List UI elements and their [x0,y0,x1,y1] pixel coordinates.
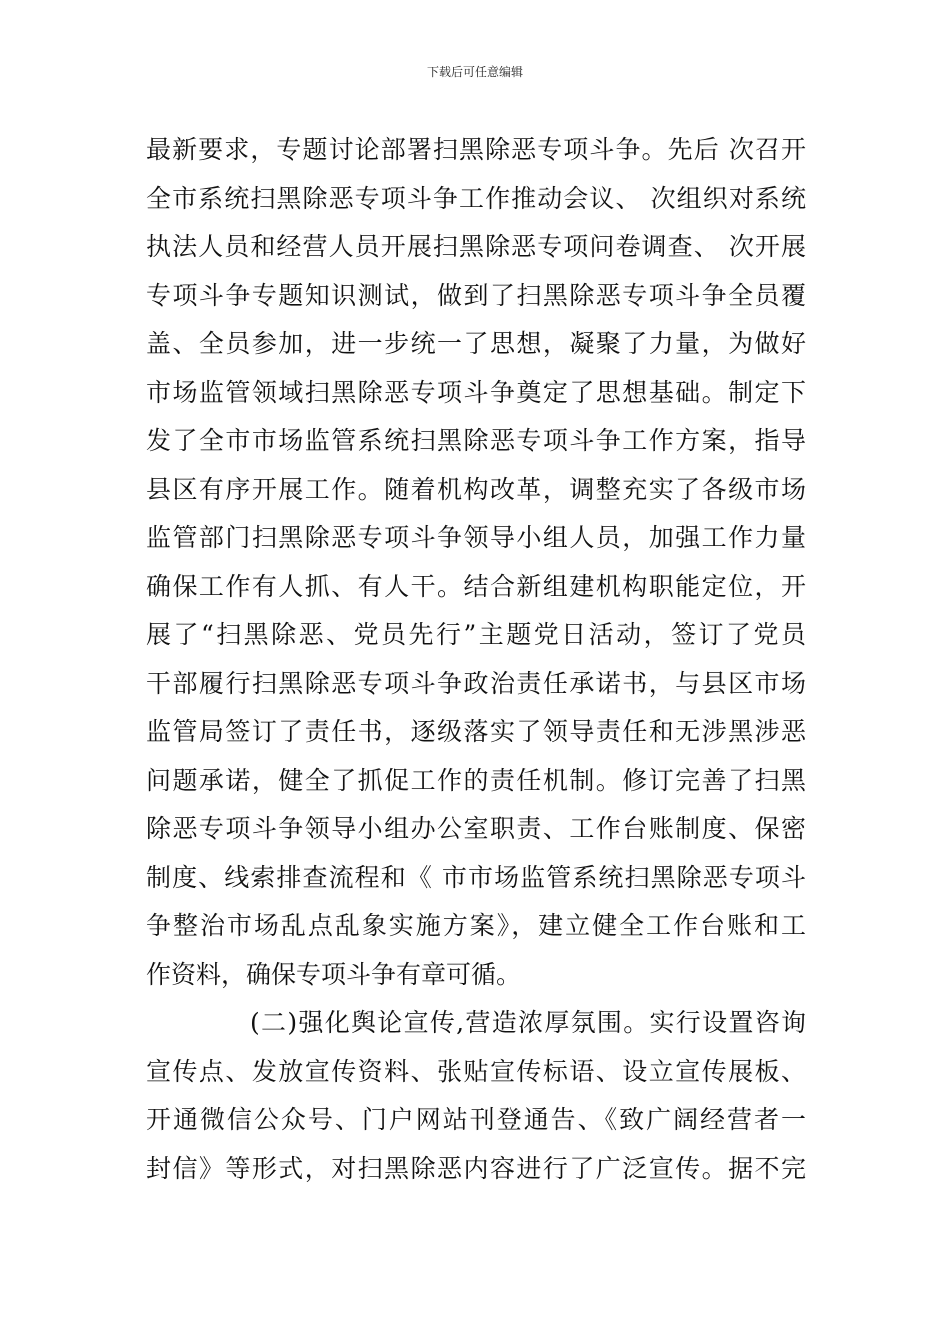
text-line: 全市系统扫黑除恶专项斗争工作推动会议、 次组织对系统 [146,183,806,213]
text-line: 发了全市市场监管系统扫黑除恶专项斗争工作方案，指导 [146,426,806,455]
page-header: 下载后可任意编辑 [426,65,523,79]
text-line: 确保工作有人抓、有人干。结合新组建机构职能定位，开 [146,571,806,601]
text-line: 封信》等形式，对扫黑除恶内容进行了广泛宣传。据不完 [146,1153,806,1183]
paragraph-end-line: 作资料，确保专项斗争有章可循。 [146,959,522,989]
text-line: 问题承诺，健全了抓促工作的责任机制。修订完善了扫黑 [146,765,806,795]
text-line: 展了“扫黑除恶、党员先行”主题党日活动，签订了党员 [146,620,806,649]
text-line: 监管局签订了责任书，逐级落实了领导责任和无涉黑涉恶 [146,717,806,746]
text-line: 盖、全员参加，进一步统一了思想，凝聚了力量，为做好 [146,329,806,358]
text-line: 县区有序开展工作。随着机构改革，调整充实了各级市场 [146,474,806,504]
text-line: 宣传点、发放宣传资料、张贴宣传标语、设立宣传展板、 [146,1056,806,1086]
text-line: 监管部门扫黑除恶专项斗争领导小组人员，加强工作力量 [146,523,806,552]
text-line: 执法人员和经营人员开展扫黑除恶专项问卷调查、 次开展 [146,232,806,261]
body-text [146,126,806,1193]
text-line: 市场监管领域扫黑除恶专项斗争奠定了思想基础。制定下 [146,377,806,407]
section-heading-line: (二)强化舆论宣传,营造浓厚氛围。实行设置咨询 [250,1008,806,1037]
text-line: 争整治市场乱点乱象实施方案》，建立健全工作台账和工 [146,911,806,940]
text-line: 最新要求，专题讨论部署扫黑除恶专项斗争。先后 次召开 [146,135,806,164]
text-line: 除恶专项斗争领导小组办公室职责、工作台账制度、保密 [146,814,806,843]
text-line: 专项斗争专题知识测试，做到了扫黑除恶专项斗争全员覆 [146,280,806,310]
text-line: 干部履行扫黑除恶专项斗争政治责任承诺书，与县区市场 [146,668,806,698]
text-line: 制度、线索排查流程和《 市市场监管系统扫黑除恶专项斗 [146,862,806,892]
text-line: 开通微信公众号、门户网站刊登通告、《致广阔经营者一 [146,1105,806,1134]
